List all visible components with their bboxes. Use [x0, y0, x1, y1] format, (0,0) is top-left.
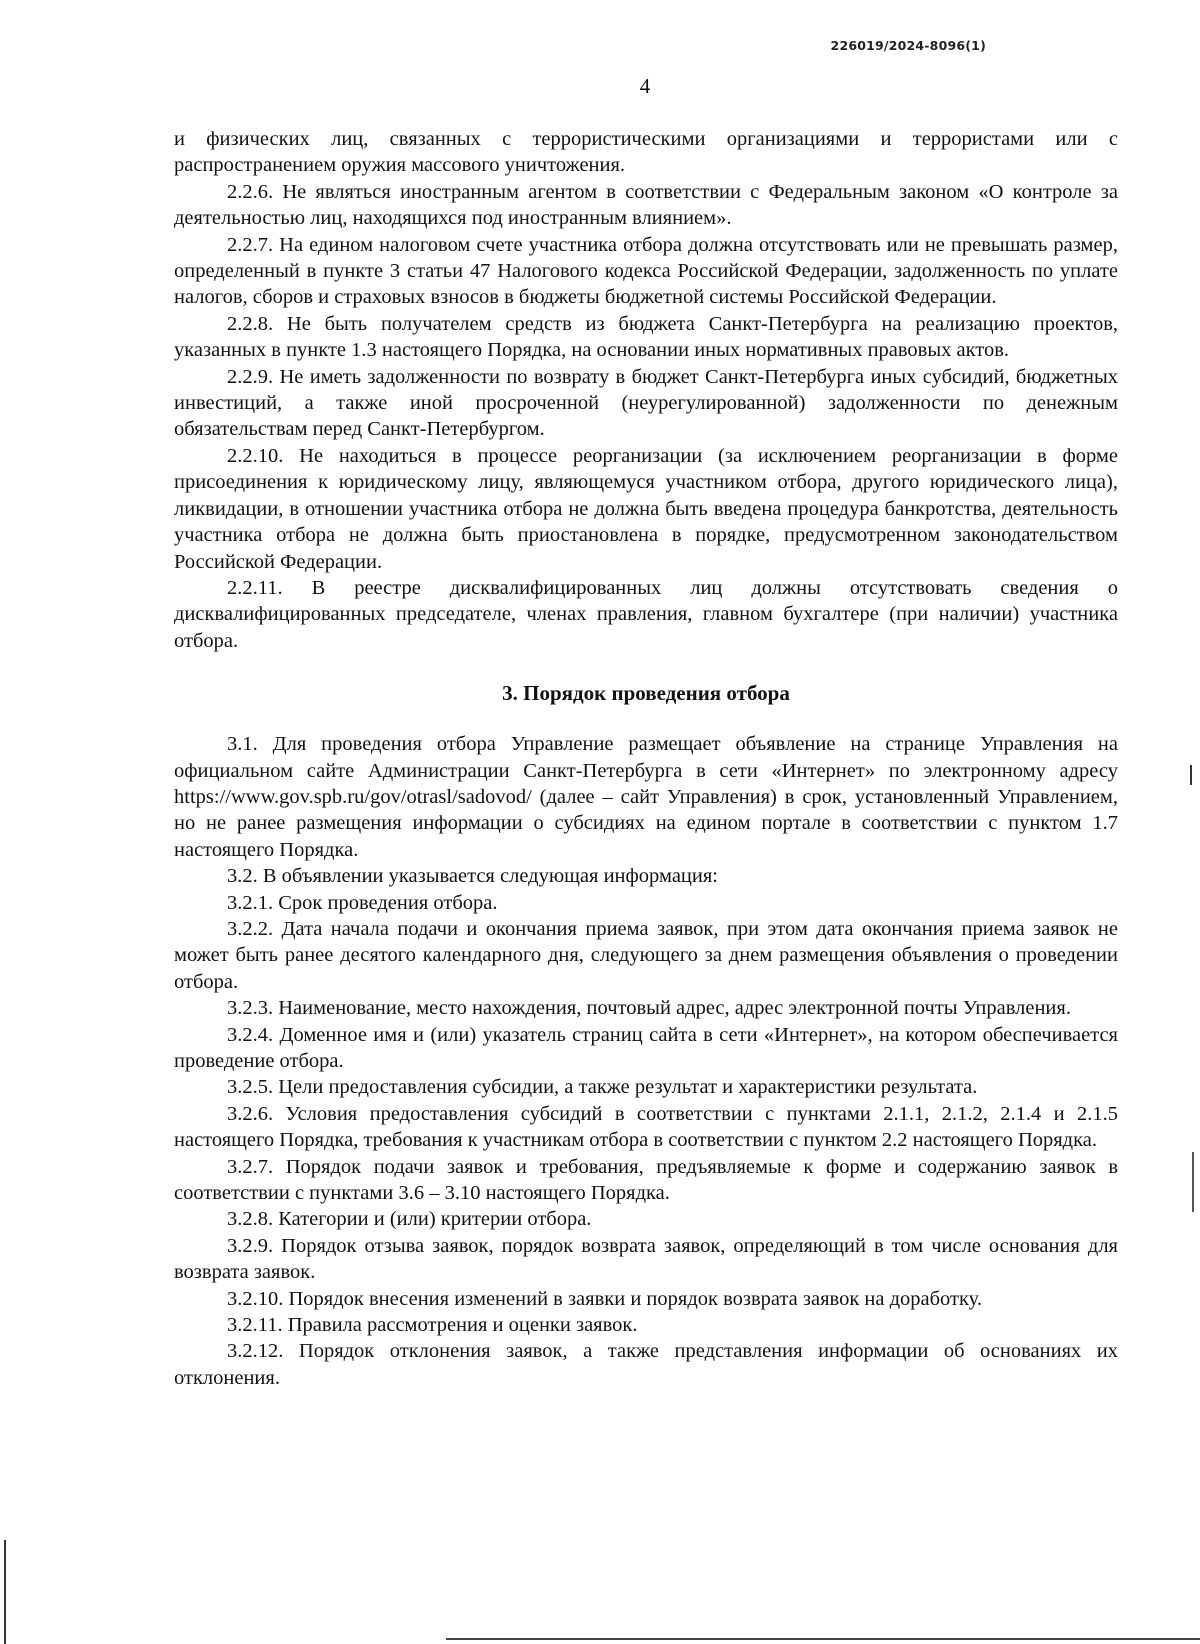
section-3-body	[174, 731, 1118, 1391]
scan-artifact	[1190, 765, 1192, 785]
scan-artifact	[446, 1638, 1200, 1640]
paragraph-3-2-6: 3.2.6. Условия предоставления субсидий в соответствии с пунктами 2.1.1, 2.1.2, 2.1.4 и 2.1.5 настоящего Порядка, требования к участникам отбора в соответствии с пунктом 2.2 настоящего Порядка.	[174, 1102, 1118, 1152]
paragraph-2-2-6: 2.2.6. Не являться иностранным агентом в соответствии с Федеральным законом «О контроле за деятельностью лиц, находящихся под иностранным влиянием».	[174, 180, 1118, 230]
section-3-heading: 3. Порядок проведения отбора	[502, 681, 790, 706]
paragraph-3-2-9: 3.2.9. Порядок отзыва заявок, порядок возврата заявок, определяющий в том числе основания для возврата заявок.	[174, 1234, 1118, 1284]
paragraph-continuation: и физических лиц, связанных с террористическими организациями и террористами или с распространением оружия массового уничтожения.	[174, 128, 1118, 177]
paragraph-3-2-5: 3.2.5. Цели предоставления субсидии, а также результат и характеристики результата.	[227, 1076, 978, 1099]
paragraph-3-2-12: 3.2.12. Порядок отклонения заявок, а также представления информации об основаниях их отклонения.	[174, 1340, 1118, 1389]
scan-artifact	[1192, 1152, 1194, 1212]
scan-artifact	[4, 1540, 6, 1644]
paragraph-2-2-7: 2.2.7. На едином налоговом счете участника отбора должна отсутствовать или не превышать размер, определенный в пункте 3 статьи 47 Налогового кодекса Российской Федерации, задолженность по уплате налогов, сборов и страховых взносов в бюджеты бюджетной системы Российской Федерации.	[174, 233, 1118, 309]
paragraph-2-2-9: 2.2.9. Не иметь задолженности по возврату в бюджет Санкт-Петербурга иных субсидий, бюджетных инвестиций, а также иной просроченной (неурегулированной) задолженности по денежным обязательствам перед Санкт-Петербургом.	[174, 365, 1118, 441]
paragraph-3-2-11: 3.2.11. Правила рассмотрения и оценки заявок.	[227, 1314, 638, 1337]
paragraph-2-2-10: 2.2.10. Не находиться в процессе реорганизации (за исключением реорганизации в форме присоединения к юридическому лицу, являющемуся участником отбора, другого юридического лица), ликвидации, в отношении участника отбора не должна быть введена процедура банкротства, деятельность участника отбора не должна быть приостановлена в порядке, предусмотренном законодательством Российской Федерации.	[174, 444, 1118, 573]
paragraph-3-2: 3.2. В объявлении указывается следующая информация:	[227, 865, 718, 888]
paragraph-3-2-4: 3.2.4. Доменное имя и (или) указатель страниц сайта в сети «Интернет», на котором обеспечивается проведение отбора.	[174, 1023, 1118, 1072]
document-registration-number: 226019/2024-8096(1)	[830, 38, 986, 53]
paragraph-3-1: 3.1. Для проведения отбора Управление размещает объявление на странице Управления на официальном сайте Администрации Санкт-Петербурга в сети «Интернет» по электронному адресу https://www.gov.spb.ru/gov/otrasl/sadovod/ (далее – сайт Управления) в срок, установленный Управлением, но не ранее размещения информации о субсидиях на едином портале в соответствии с пунктом 1.7 настоящего Порядка.	[174, 733, 1118, 861]
paragraph-3-2-7: 3.2.7. Порядок подачи заявок и требования, предъявляемые к форме и содержанию заявок в соответствии с пунктами 3.6 – 3.10 настоящего Порядка.	[174, 1155, 1118, 1205]
paragraph-3-2-8: 3.2.8. Категории и (или) критерии отбора.	[227, 1208, 592, 1231]
document-body	[174, 126, 1118, 1391]
paragraph-2-2-8: 2.2.8. Не быть получателем средств из бюджета Санкт-Петербурга на реализацию проектов, указанных в пункте 1.3 настоящего Порядка, на основании иных нормативных правовых актов.	[174, 312, 1118, 362]
paragraph-3-2-3: 3.2.3. Наименование, место нахождения, почтовый адрес, адрес электронной почты Управления.	[227, 997, 1071, 1020]
page-number: 4	[639, 74, 651, 98]
paragraph-2-2-11: 2.2.11. В реестре дисквалифицированных лиц должны отсутствовать сведения о дисквалифицированных председателе, членах правления, главном бухгалтере (при наличии) участника отбора.	[174, 576, 1118, 652]
paragraph-3-2-2: 3.2.2. Дата начала подачи и окончания приема заявок, при этом дата окончания приема заявок не может быть ранее десятого календарного дня, следующего за днем размещения объявления о проведении отбора.	[174, 917, 1118, 993]
paragraph-3-2-10: 3.2.10. Порядок внесения изменений в заявки и порядок возврата заявок на доработку.	[227, 1287, 982, 1310]
paragraph-3-2-1: 3.2.1. Срок проведения отбора.	[227, 891, 498, 914]
